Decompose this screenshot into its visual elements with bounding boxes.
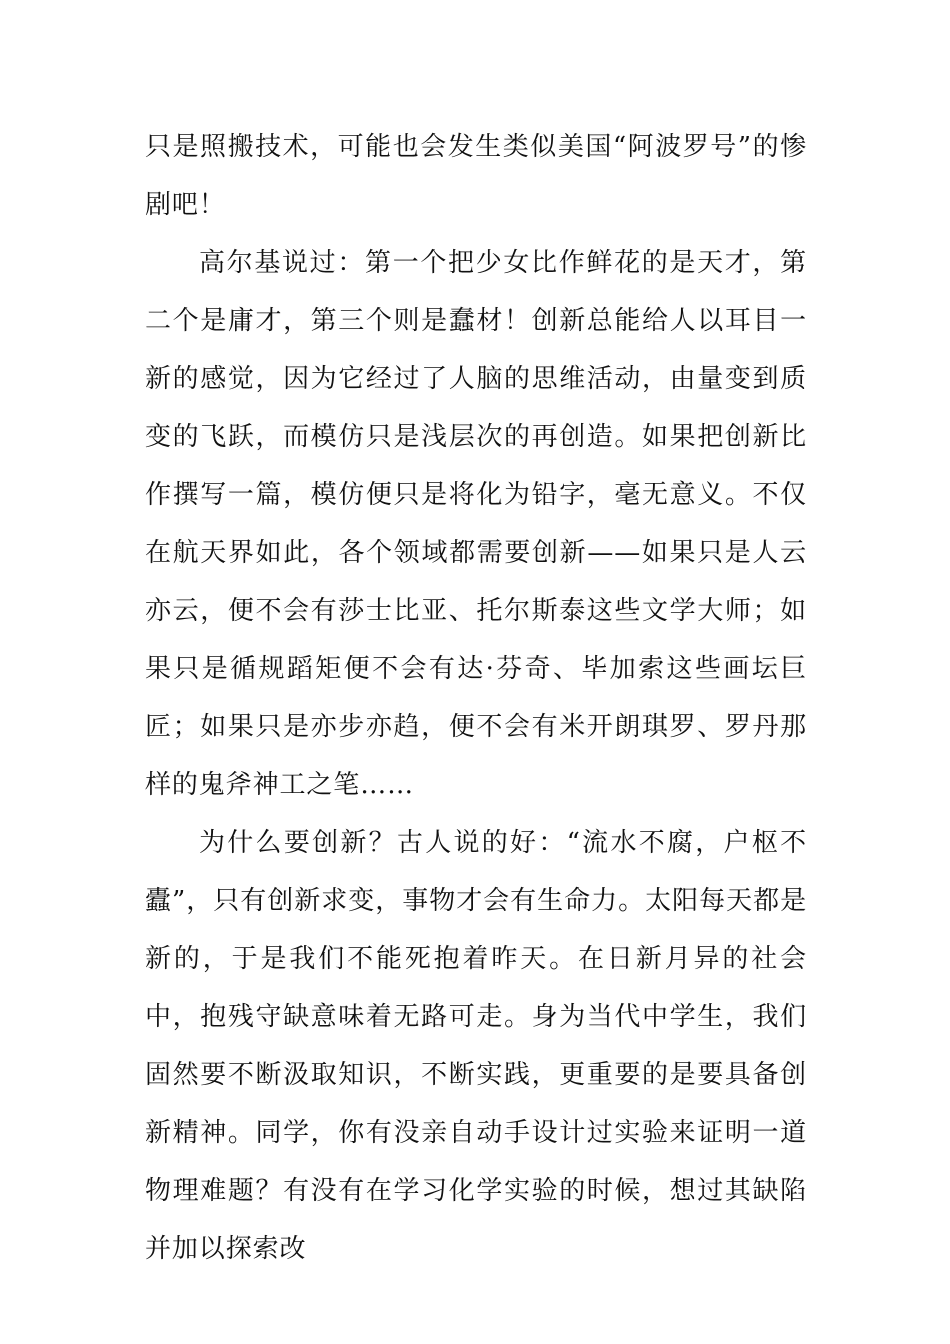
paragraph-gorky-quote: 高尔基说过：第一个把少女比作鲜花的是天才，第二个是庸才，第三个则是蠢材！创新总能给人以耳目一新的感觉，因为它经过了人脑的思维活动，由量变到质变的飞跃，而模仿只是浅层次的再创造。如果把创新比作撰写一篇，模仿便只是将化为铅字，毫无意义。不仅在航天界如此，各个领域都需要创新——如果只是人云亦云，便不会有莎士比亚、托尔斯泰这些文学大师；如果只是循规蹈矩便不会有达·芬奇、毕加索这些画坛巨匠；如果只是亦步亦趋，便不会有米开朗琪罗、罗丹那样的鬼斧神工之笔……	[145, 248, 807, 800]
paragraph-continuation: 只是照搬技术，可能也会发生类似美国“阿波罗号”的惨剧吧！	[145, 132, 807, 220]
body-text	[145, 118, 807, 1278]
paragraph-why-innovate: 为什么要创新？古人说的好：“流水不腐，户枢不蠹”，只有创新求变，事物才会有生命力。太阳每天都是新的，于是我们不能死抱着昨天。在日新月异的社会中，抱残守缺意味着无路可走。身为当代中学生，我们固然要不断汲取知识，不断实践，更重要的是要具备创新精神。同学，你有没亲自动手设计过实验来证明一道物理难题？有没有在学习化学实验的时候，想过其缺陷并加以探索改	[145, 828, 807, 1264]
